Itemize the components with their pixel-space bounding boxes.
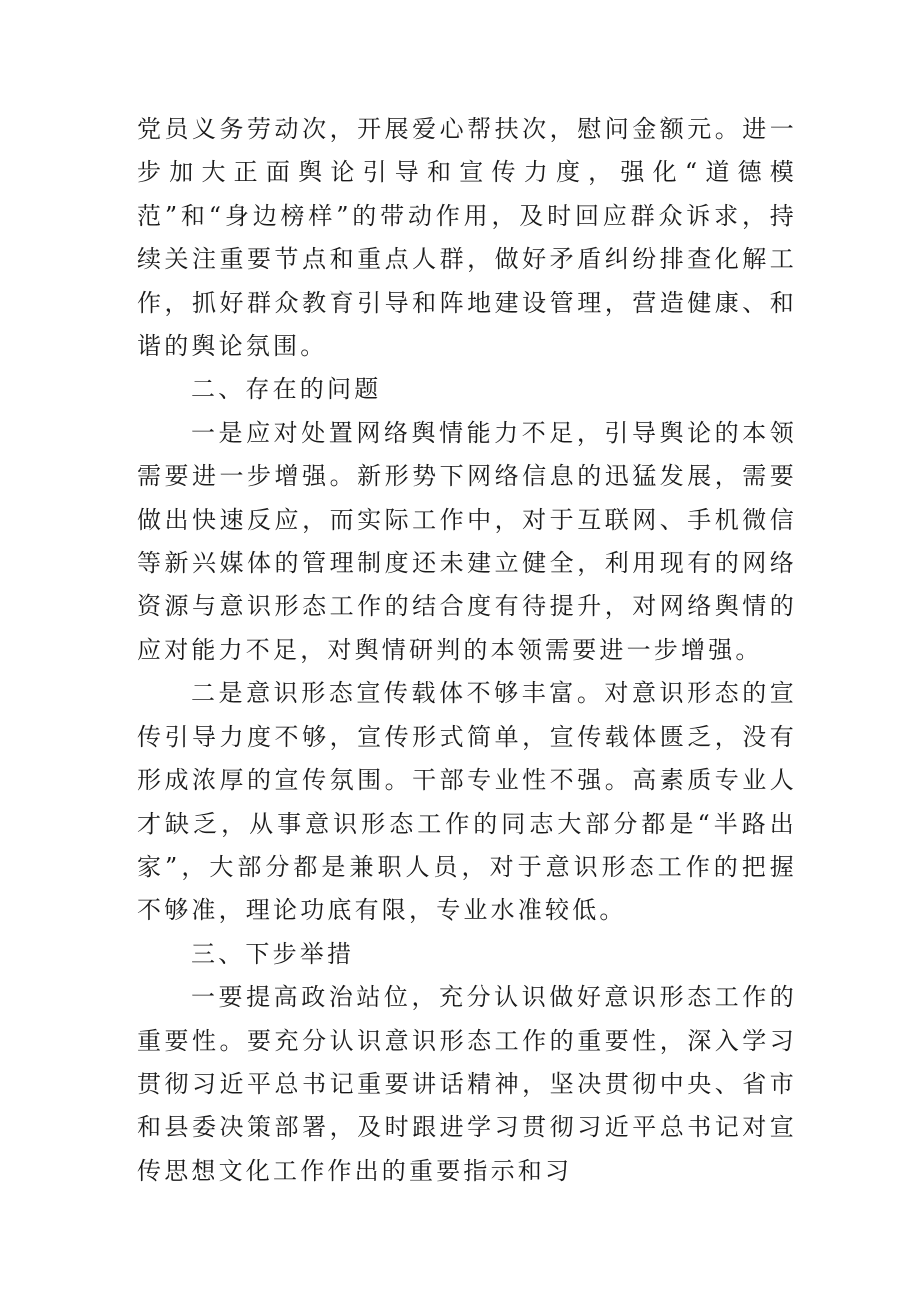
section-heading-problems: 二、存在的问题 <box>191 375 382 404</box>
paragraph-problem-two: 二是意识形态宣传载体不够丰富。对意识形态的宣传引导力度不够，宣传形式简单，宣传载体匮乏，没有形成浓厚的宣传氛围。干部专业性不强。高素质专业人才缺乏，从事意识形态工作的同志大部分都是“半路出家”，大部分都是兼职人员，对于意识形态工作的把握不够准，理论功底有限，专业水准较低。 <box>137 679 797 925</box>
paragraph-measure-one: 一要提高政治站位，充分认识做好意识形态工作的重要性。要充分认识意识形态工作的重要性，深入学习贯彻习近平总书记重要讲话精神，坚决贯彻中央、省市和县委决策部署，及时跟进学习贯彻习近平总书记对宣传思想文化工作作出的重要指示和习 <box>137 983 797 1185</box>
document-body <box>137 108 797 1193</box>
paragraph-problem-one: 一是应对处置网络舆情能力不足，引导舆论的本领需要进一步增强。新形势下网络信息的迅猛发展，需要做出快速反应，而实际工作中，对于互联网、手机微信等新兴媒体的管理制度还未建立健全，利用现有的网络资源与意识形态工作的结合度有待提升，对网络舆情的应对能力不足，对舆情研判的本领需要进一步增强。 <box>137 418 797 664</box>
section-heading-next-steps: 三、下步举措 <box>191 939 355 968</box>
paragraph-work-summary: 党员义务劳动次，开展爱心帮扶次，慰问金额元。进一步加大正面舆论引导和宣传力度，强化“道德模范”和“身边榜样”的带动作用，及时回应群众诉求，持续关注重要节点和重点人群，做好矛盾纠纷排查化解工作，抓好群众教育引导和阵地建设管理，营造健康、和谐的舆论氛围。 <box>137 115 797 361</box>
